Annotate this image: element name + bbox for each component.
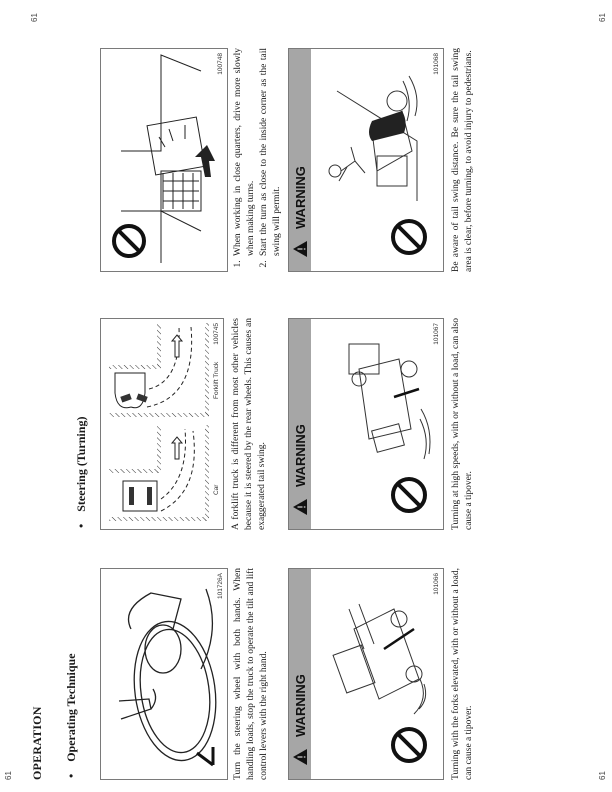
figure-id: 101067 xyxy=(433,323,440,345)
prohibited-icon xyxy=(389,217,429,257)
instruction-item: 2. Start the turn as close to the inside corner as the tail swing will permit. xyxy=(258,48,284,258)
warning-triangle-icon xyxy=(293,749,307,765)
warning-text-pedestrians: Be aware of tail swing distance. Be sure the tail swing area is clear, before turning, to avoid injury to pedestrians. xyxy=(451,48,474,272)
heading-steering-turning: •Steering (Turning) xyxy=(74,416,88,528)
figure-id: 101726A xyxy=(217,573,224,600)
instruction-list xyxy=(232,48,284,272)
figure-id: 101068 xyxy=(433,53,440,75)
figure-id: 101066 xyxy=(433,573,440,595)
steering-turning-text: A forklift truck is different from most other vehicles because it is steered by the rear wheels. This causes an exaggerated tail swing. xyxy=(231,318,267,530)
bullet: • xyxy=(74,523,88,528)
figure-id: 100745 xyxy=(213,323,220,345)
warning-panel-pedestrians xyxy=(288,48,444,272)
forklift-tipover-elevated-forks-icon xyxy=(319,579,434,719)
warning-label: WARNING xyxy=(292,424,308,487)
bullet: • xyxy=(64,773,78,778)
operating-technique-text: Turn the steering wheel with both hands. When handling loads, stop the truck to operate the tilt and lift control levers with the right hand. xyxy=(233,568,269,780)
warning-label: WARNING xyxy=(292,674,308,737)
figure-tail-swing xyxy=(100,48,228,272)
figure-steering-wheel xyxy=(100,568,228,780)
forklift-tipover-high-speed-icon xyxy=(319,329,434,469)
warning-triangle-icon xyxy=(293,241,307,257)
warning-header xyxy=(289,319,311,529)
warning-panel-elevated-forks xyxy=(288,568,444,780)
warning-triangle-icon xyxy=(293,499,307,515)
instruction-item: 1. When working in close quarters, drive more slowly when making turns. xyxy=(232,48,258,258)
warning-label: WARNING xyxy=(292,166,308,229)
caption-forklift-truck: Forklift Truck xyxy=(213,361,220,399)
heading-operating-technique: •Operating Technique xyxy=(64,653,78,778)
warning-text-high-speed: Turning at high speeds, with or without a load, can also cause a tipover. xyxy=(451,318,474,530)
warning-header xyxy=(289,569,311,779)
turning-path-diagram-icon xyxy=(101,318,224,529)
steering-wheel-illustration-icon xyxy=(101,568,228,779)
prohibited-icon xyxy=(389,475,429,515)
tail-swing-instructions xyxy=(232,48,284,272)
tail-swing-collision-illustration-icon xyxy=(101,48,228,271)
prohibited-icon xyxy=(389,725,429,765)
page-number-bottom-left: 61 xyxy=(598,771,607,780)
caption-car: Car xyxy=(213,484,220,495)
warning-text-elevated-forks: Turning with the forks elevated, with or without a load, can cause a tipover. xyxy=(451,568,474,780)
figure-id: 100748 xyxy=(217,53,224,75)
page-number-top-left: 61 xyxy=(4,771,13,780)
warning-header xyxy=(289,49,311,271)
figure-turning-paths xyxy=(100,318,224,530)
warning-panel-high-speed xyxy=(288,318,444,530)
page-number-bottom-right: 61 xyxy=(598,13,607,22)
section-title: OPERATION xyxy=(30,706,44,780)
page-number-right: 61 xyxy=(30,13,39,22)
pedestrian-struck-by-tail-swing-icon xyxy=(317,61,437,211)
